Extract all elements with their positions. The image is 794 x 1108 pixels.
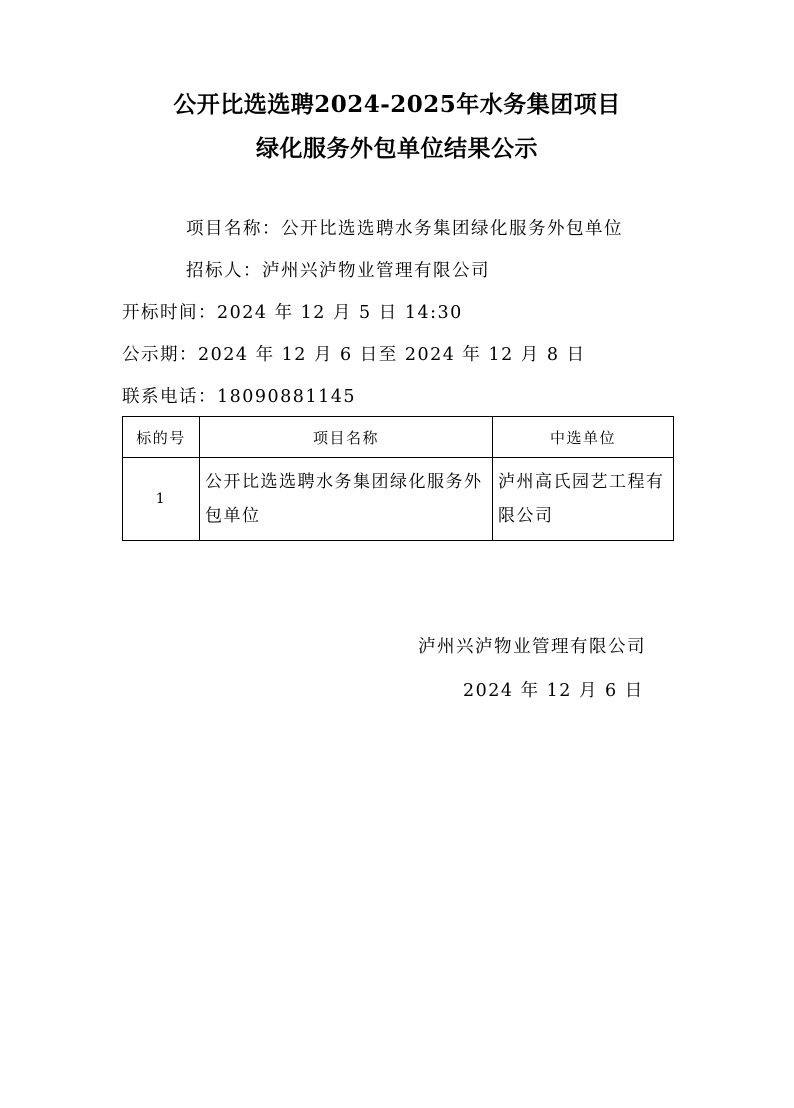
signature-company: 泸州兴泸物业管理有限公司 xyxy=(418,637,646,657)
header-winning-unit: 中选单位 xyxy=(493,417,674,458)
table-header-row xyxy=(123,417,674,458)
contact-phone-line: 联系电话：18090881145 xyxy=(122,387,356,407)
cell-winning-unit: 泸州高氏园艺工程有限公司 xyxy=(493,458,674,541)
table-row xyxy=(123,458,674,541)
cell-project-name: 公开比选选聘水务集团绿化服务外包单位 xyxy=(200,458,493,541)
title-line-1: 公开比选选聘2024-2025年水务集团项目 xyxy=(173,91,621,118)
opening-time-line: 开标时间：2024 年 12 月 5 日 14:30 xyxy=(122,303,463,323)
publicity-period-line: 公示期：2024 年 12 月 6 日至 2024 年 12 月 8 日 xyxy=(122,345,586,365)
header-lot-number: 标的号 xyxy=(123,417,200,458)
results-table xyxy=(122,416,674,541)
header-project-name: 项目名称 xyxy=(200,417,493,458)
project-name-line: 项目名称：公开比选选聘水务集团绿化服务外包单位 xyxy=(186,219,623,239)
cell-lot-number: 1 xyxy=(123,458,200,541)
tenderer-line: 招标人：泸州兴泸物业管理有限公司 xyxy=(186,261,490,281)
signature-date: 2024 年 12 月 6 日 xyxy=(463,681,644,701)
title-line-2: 绿化服务外包单位结果公示 xyxy=(256,135,538,162)
